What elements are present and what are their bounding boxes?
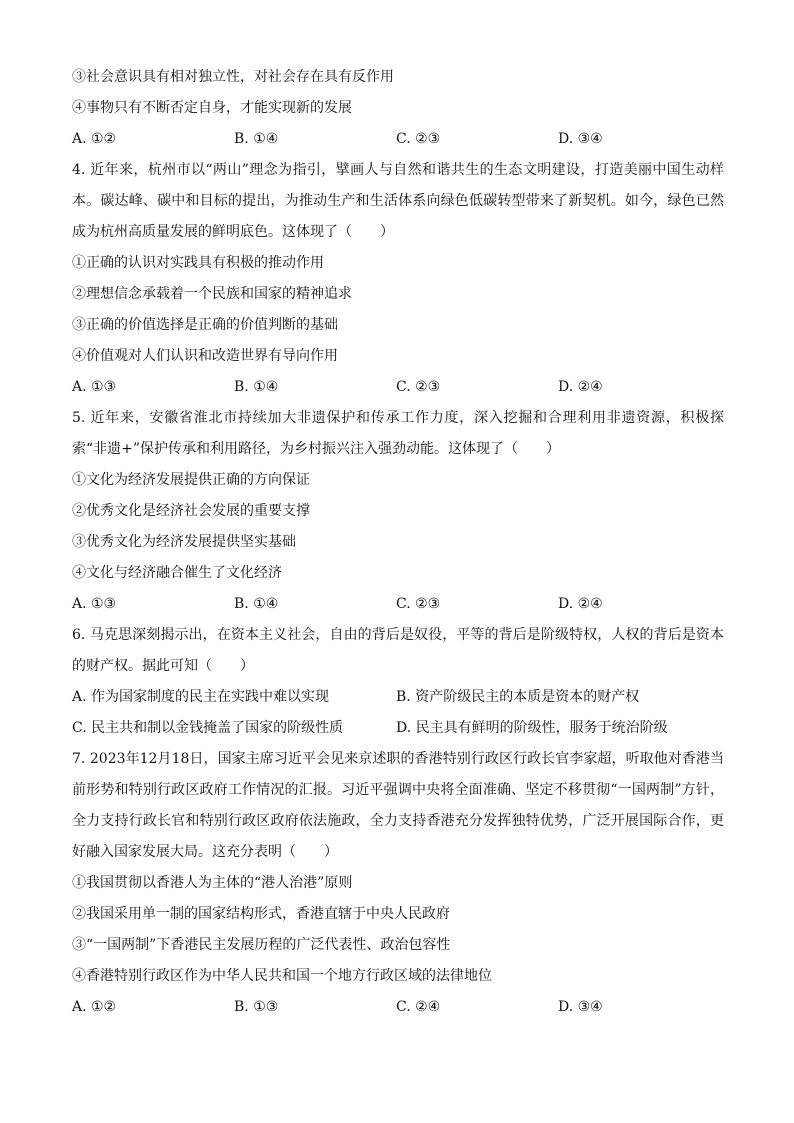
question-4 [72,155,724,403]
q3-item-4: ④事物只有不断否定自身，才能实现新的发展 [72,100,352,116]
exam-page [72,62,724,1023]
q5-option-d[interactable]: D. ②④ [558,596,603,612]
question-3 [72,62,724,155]
q3-option-b[interactable]: B. ①④ [234,131,279,147]
q4-item-1: ①正确的认识对实践具有积极的推动作用 [72,255,324,271]
question-7 [72,744,724,1023]
q3-option-a[interactable]: A. ①② [72,131,117,147]
q5-item-3: ③优秀文化为经济发展提供坚实基础 [72,534,296,550]
q7-item-3: ③“一国两制”下香港民主发展历程的广泛代表性、政治包容性 [72,937,451,953]
q5-item-1: ①文化为经济发展提供正确的方向保证 [72,472,310,488]
q7-item-4: ④香港特别行政区作为中华人民共和国一个地方行政区域的法律地位 [72,968,492,984]
q7-item-2: ②我国采用单一制的国家结构形式，香港直辖于中央人民政府 [72,906,450,922]
q7-option-b[interactable]: B. ①③ [234,999,279,1015]
question-5 [72,403,724,620]
q6-option-d[interactable]: D. 民主具有鲜明的阶级性，服务于统治阶级 [396,720,668,736]
q5-stem: 5. 近年来，安徽省淮北市持续加大非遗保护和传承工作力度，深入挖掘和合理利用非遗资源，积极探索“非遗+”保护传承和利用路径，为乡村振兴注入强劲动能。这体现了（ ） [72,410,724,457]
q5-options [72,589,724,620]
q3-options [72,124,724,155]
q4-option-b[interactable]: B. ①④ [234,379,279,395]
q6-options-row-1 [72,682,724,713]
q4-option-d[interactable]: D. ②④ [558,379,603,395]
q4-item-3: ③正确的价值选择是正确的价值判断的基础 [72,317,338,333]
q7-option-d[interactable]: D. ③④ [558,999,603,1015]
q4-options [72,372,724,403]
q3-option-d[interactable]: D. ③④ [558,131,603,147]
q3-item-3: ③社会意识具有相对独立性，对社会存在具有反作用 [72,69,394,85]
q7-option-c[interactable]: C. ②④ [396,999,441,1015]
q5-option-a[interactable]: A. ①③ [72,596,117,612]
question-6 [72,620,724,744]
q5-item-4: ④文化与经济融合催生了文化经济 [72,565,282,581]
q7-options [72,992,724,1023]
q6-option-b[interactable]: B. 资产阶级民主的本质是资本的财产权 [396,689,640,705]
q5-item-2: ②优秀文化是经济社会发展的重要支撑 [72,503,310,519]
q4-option-c[interactable]: C. ②③ [396,379,441,395]
q6-option-a[interactable]: A. 作为国家制度的民主在实践中难以实现 [72,689,330,705]
q7-stem: 7. 2023年12月18日，国家主席习近平会见来京述职的香港特别行政区行政长官李家超，听取他对香港当前形势和特别行政区政府工作情况的汇报。习近平强调中央将全面准确、坚定不移贯彻“一国两制”方针，全力支持行政长官和特别行政区政府依法施政，全力支持香港充分发挥独特优势，广泛开展国际合作，更好融入国家发展大局。这充分表明（ ） [72,751,724,860]
q6-options-row-2 [72,713,724,744]
q7-item-1: ①我国贯彻以香港人为主体的“港人治港”原则 [72,875,353,891]
q5-option-b[interactable]: B. ①④ [234,596,279,612]
q4-option-a[interactable]: A. ①③ [72,379,117,395]
q7-option-a[interactable]: A. ①② [72,999,117,1015]
q4-stem: 4. 近年来，杭州市以“两山”理念为指引，擘画人与自然和谐共生的生态文明建设，打造美丽中国生动样本。碳达峰、碳中和目标的提出，为推动生产和生活体系向绿色低碳转型带来了新契机。如今，绿色已然成为杭州高质量发展的鲜明底色。这体现了（ ） [72,162,724,240]
q5-option-c[interactable]: C. ②③ [396,596,441,612]
q4-item-4: ④价值观对人们认识和改造世界有导向作用 [72,348,338,364]
q4-item-2: ②理想信念承载着一个民族和国家的精神追求 [72,286,352,302]
q6-stem: 6. 马克思深刻揭示出，在资本主义社会，自由的背后是奴役，平等的背后是阶级特权，人权的背后是资本的财产权。据此可知（ ） [72,627,724,674]
q6-option-c[interactable]: C. 民主共和制以金钱掩盖了国家的阶级性质 [72,720,344,736]
q3-option-c[interactable]: C. ②③ [396,131,441,147]
